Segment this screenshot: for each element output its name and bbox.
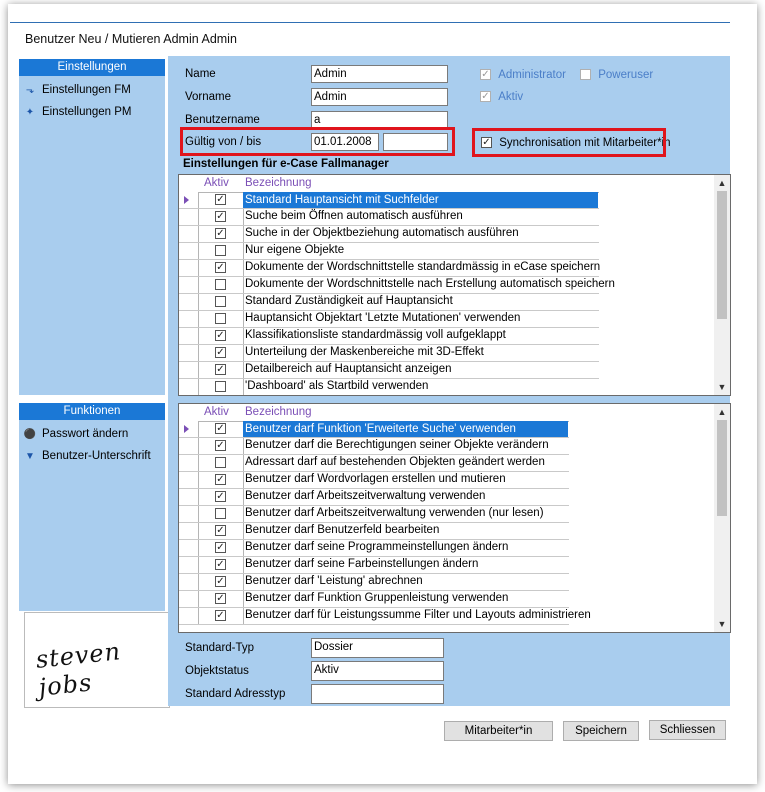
vertical-scrollbar[interactable] xyxy=(714,175,730,395)
checked-checkbox-icon[interactable]: ✓ xyxy=(216,576,225,587)
highlight-gueltig xyxy=(180,127,455,156)
current-row-arrow-icon xyxy=(184,425,189,433)
aktiv-cell xyxy=(198,192,244,208)
sync-label: Synchronisation mit Mitarbeiter*in xyxy=(499,137,671,149)
row-indicator[interactable] xyxy=(179,489,199,505)
settings-fm-icon: ⬎ xyxy=(25,85,35,96)
table-row[interactable] xyxy=(179,455,569,472)
objektstatus-input[interactable]: Aktiv xyxy=(311,661,444,681)
bezeichnung-cell: Hauptansicht Objektart 'Letzte Mutationen' verwenden xyxy=(245,312,521,324)
signature-image: steven jobs xyxy=(34,637,123,702)
scrollbar-thumb[interactable] xyxy=(717,191,727,319)
bezeichnung-cell: Dokumente der Wordschnittstelle nach Erstellung automatisch speichern xyxy=(245,278,615,290)
table-row[interactable] xyxy=(179,277,615,294)
title-separator xyxy=(10,22,730,23)
gueltig-von-input[interactable]: 01.01.2008 xyxy=(311,133,379,151)
bezeichnung-cell: Standard Zuständigkeit auf Hauptansicht xyxy=(245,295,453,307)
fm-settings-grid[interactable] xyxy=(178,174,731,396)
sidebar-functions-panel xyxy=(19,403,165,611)
checked-checkbox-icon[interactable]: ✓ xyxy=(216,194,225,205)
table-row[interactable] xyxy=(179,523,569,540)
empty-checkbox-icon[interactable] xyxy=(215,508,226,519)
table-row[interactable] xyxy=(179,311,599,328)
checked-checkbox-icon[interactable]: ✓ xyxy=(216,525,225,536)
empty-checkbox-icon[interactable] xyxy=(215,313,226,324)
grid-header xyxy=(179,404,569,422)
table-row[interactable] xyxy=(179,574,569,591)
aktiv-cell xyxy=(198,226,244,242)
highlight-sync xyxy=(472,128,666,157)
checked-checkbox-icon[interactable]: ✓ xyxy=(216,364,225,375)
bezeichnung-cell: Nur eigene Objekte xyxy=(245,244,345,256)
close-button[interactable]: Schliessen xyxy=(649,720,726,740)
row-indicator[interactable] xyxy=(179,260,199,276)
row-indicator[interactable] xyxy=(179,574,199,590)
empty-checkbox-icon[interactable] xyxy=(215,296,226,307)
checked-checkbox-icon[interactable]: ✓ xyxy=(216,474,225,485)
bezeichnung-cell: Benutzer darf seine Programmeinstellungen ändern xyxy=(245,541,509,553)
row-indicator[interactable] xyxy=(179,294,199,310)
bezeichnung-cell: Benutzer darf Arbeitszeitverwaltung verwenden xyxy=(245,490,486,502)
fm-group-title: Einstellungen für e-Case Fallmanager xyxy=(183,158,389,170)
row-indicator[interactable] xyxy=(179,608,199,624)
bezeichnung-cell: Benutzer darf 'Leistung' abrechnen xyxy=(245,575,423,587)
bezeichnung-cell: Suche in der Objektbeziehung automatisch ausführen xyxy=(245,227,519,239)
sidebar-functions-header[interactable]: Funktionen xyxy=(19,403,165,420)
window-title: Benutzer Neu / Mutieren Admin Admin xyxy=(25,32,237,46)
row-indicator[interactable] xyxy=(179,438,199,454)
sidebar-item-label: Benutzer-Unterschrift xyxy=(42,450,151,462)
scroll-down-icon[interactable]: ▼ xyxy=(717,619,727,629)
table-row[interactable] xyxy=(179,345,599,362)
adresstyp-label: Standard Adresstyp xyxy=(185,688,286,700)
table-row[interactable] xyxy=(179,506,569,523)
aktiv-cell xyxy=(198,489,244,505)
scrollbar-thumb[interactable] xyxy=(717,420,727,516)
table-row[interactable] xyxy=(179,472,569,489)
aktiv-cell xyxy=(198,421,244,437)
aktiv-cell xyxy=(198,608,244,624)
aktiv-cell xyxy=(198,277,244,293)
table-row[interactable] xyxy=(179,379,599,396)
aktiv-checkbox[interactable] xyxy=(480,91,523,103)
poweruser-checkbox[interactable] xyxy=(580,69,653,81)
standard-typ-input[interactable]: Dossier xyxy=(311,638,444,658)
bezeichnung-cell: Benutzer darf für Leistungssumme Filter und Layouts administrieren xyxy=(245,609,591,621)
checked-checkbox-icon[interactable]: ✓ xyxy=(216,330,225,341)
row-indicator[interactable] xyxy=(179,328,199,344)
table-row[interactable] xyxy=(179,192,599,209)
sidebar-item-settings-fm[interactable] xyxy=(23,81,131,99)
row-indicator[interactable] xyxy=(179,192,199,208)
table-row[interactable] xyxy=(179,489,569,506)
row-indicator[interactable] xyxy=(179,379,199,395)
signature-icon: ▼ xyxy=(25,451,35,462)
aktiv-label: Aktiv xyxy=(498,91,524,103)
vertical-scrollbar[interactable] xyxy=(714,404,730,632)
benutzername-input[interactable]: a xyxy=(311,111,448,129)
row-indicator[interactable] xyxy=(179,226,199,242)
gueltig-label: Gültig von / bis xyxy=(185,136,262,148)
settings-pm-icon: ✦ xyxy=(25,107,35,118)
table-row[interactable] xyxy=(179,243,599,260)
col-bezeichnung-header[interactable]: Bezeichnung xyxy=(245,406,312,418)
bezeichnung-cell: Benutzer darf Arbeitszeitverwaltung verwenden (nur lesen) xyxy=(245,507,544,519)
poweruser-label: Poweruser xyxy=(598,69,654,81)
table-row[interactable] xyxy=(179,260,599,277)
bezeichnung-cell: Klassifikationsliste standardmässig voll aufgeklappt xyxy=(245,329,506,341)
mitarbeiter-button[interactable]: Mitarbeiter*in xyxy=(444,721,553,741)
aktiv-cell xyxy=(198,362,244,378)
bezeichnung-cell: Benutzer darf die Berechtigungen seiner Objekte verändern xyxy=(245,439,549,451)
aktiv-cell xyxy=(198,591,244,607)
table-row[interactable] xyxy=(179,362,599,379)
aktiv-cell xyxy=(198,455,244,471)
col-bezeichnung-header[interactable]: Bezeichnung xyxy=(245,177,312,189)
empty-checkbox-icon[interactable] xyxy=(215,457,226,468)
administrator-checkbox[interactable] xyxy=(480,69,566,81)
checked-checkbox-icon[interactable]: ✓ xyxy=(216,262,225,273)
aktiv-cell xyxy=(198,472,244,488)
checkmark-icon: ✓ xyxy=(482,137,491,149)
bezeichnung-cell: Detailbereich auf Hauptansicht anzeigen xyxy=(245,363,452,375)
checked-checkbox-icon[interactable]: ✓ xyxy=(216,423,225,434)
objektstatus-label: Objektstatus xyxy=(185,665,249,677)
vorname-input[interactable]: Admin xyxy=(311,88,448,106)
sidebar-item-label: Einstellungen FM xyxy=(42,84,131,96)
aktiv-cell xyxy=(198,523,244,539)
row-indicator[interactable] xyxy=(179,277,199,293)
aktiv-cell xyxy=(198,379,244,395)
table-row[interactable] xyxy=(179,294,599,311)
bezeichnung-cell: Benutzer darf seine Farbeinstellungen ändern xyxy=(245,558,479,570)
sidebar-item-signature[interactable] xyxy=(23,447,151,465)
table-row[interactable] xyxy=(179,438,569,455)
table-row[interactable] xyxy=(179,226,599,243)
checked-checkbox-icon[interactable]: ✓ xyxy=(216,491,225,502)
aktiv-cell xyxy=(198,438,244,454)
table-row[interactable] xyxy=(179,608,591,625)
name-input[interactable]: Admin xyxy=(311,65,448,83)
aktiv-cell xyxy=(198,294,244,310)
aktiv-cell xyxy=(198,540,244,556)
aktiv-cell xyxy=(198,243,244,259)
row-indicator[interactable] xyxy=(179,472,199,488)
user-password-icon: ⚫ xyxy=(23,429,37,440)
col-aktiv-header[interactable]: Aktiv xyxy=(204,406,229,418)
bezeichnung-cell: Adressart darf auf bestehenden Objekten geändert werden xyxy=(245,456,545,468)
function-grid[interactable] xyxy=(178,403,731,633)
checked-checkbox-icon[interactable]: ✓ xyxy=(216,593,225,604)
table-row[interactable] xyxy=(179,421,569,438)
scroll-down-icon[interactable]: ▼ xyxy=(717,382,727,392)
bezeichnung-cell: 'Dashboard' als Startbild verwenden xyxy=(245,380,429,392)
sidebar-item-password[interactable] xyxy=(23,425,128,443)
row-indicator[interactable] xyxy=(179,557,199,573)
aktiv-cell xyxy=(198,557,244,573)
aktiv-cell xyxy=(198,574,244,590)
sidebar-item-label: Passwort ändern xyxy=(42,428,129,440)
current-row-arrow-icon xyxy=(184,196,189,204)
row-indicator[interactable] xyxy=(179,591,199,607)
checked-checkbox-icon[interactable]: ✓ xyxy=(216,347,225,358)
bezeichnung-cell: Benutzer darf Funktion Gruppenleistung verwenden xyxy=(245,592,509,604)
vorname-label: Vorname xyxy=(185,91,232,103)
bezeichnung-cell: Benutzer darf Funktion 'Erweiterte Suche' verwenden xyxy=(243,421,568,437)
sidebar-item-label: Einstellungen PM xyxy=(42,106,132,118)
checked-checkbox-icon[interactable]: ✓ xyxy=(216,542,225,553)
empty-checkbox-icon[interactable] xyxy=(215,279,226,290)
aktiv-cell xyxy=(198,260,244,276)
aktiv-cell xyxy=(198,328,244,344)
bezeichnung-cell: Standard Hauptansicht mit Suchfelder xyxy=(243,192,598,208)
row-indicator[interactable] xyxy=(179,243,199,259)
row-indicator[interactable] xyxy=(179,209,199,225)
bezeichnung-cell: Dokumente der Wordschnittstelle standardmässig in eCase speichern xyxy=(245,261,601,273)
empty-checkbox-icon[interactable] xyxy=(215,381,226,392)
sidebar-settings-header[interactable]: Einstellungen xyxy=(19,59,165,76)
aktiv-cell xyxy=(198,311,244,327)
checkmark-icon: ✓ xyxy=(481,69,490,81)
empty-checkbox-icon[interactable] xyxy=(215,245,226,256)
row-indicator[interactable] xyxy=(179,540,199,556)
scroll-up-icon[interactable]: ▲ xyxy=(717,407,727,417)
sidebar-settings-panel xyxy=(19,59,165,395)
checked-checkbox-icon[interactable]: ✓ xyxy=(216,559,225,570)
adresstyp-input[interactable] xyxy=(311,684,444,704)
table-row[interactable] xyxy=(179,328,599,345)
row-indicator[interactable] xyxy=(179,506,199,522)
bezeichnung-cell: Suche beim Öffnen automatisch ausführen xyxy=(245,210,463,222)
checkmark-icon: ✓ xyxy=(481,91,490,103)
checked-checkbox-icon[interactable]: ✓ xyxy=(216,610,225,621)
checked-checkbox-icon[interactable]: ✓ xyxy=(216,211,225,222)
bezeichnung-cell: Benutzer darf Benutzerfeld bearbeiten xyxy=(245,524,440,536)
administrator-label: Administrator xyxy=(498,69,566,81)
col-aktiv-header[interactable]: Aktiv xyxy=(204,177,229,189)
grid-header xyxy=(179,175,599,193)
checked-checkbox-icon[interactable]: ✓ xyxy=(216,440,225,451)
table-row[interactable] xyxy=(179,209,599,226)
save-button[interactable]: Speichern xyxy=(563,721,639,741)
scroll-up-icon[interactable]: ▲ xyxy=(717,178,727,188)
table-row[interactable] xyxy=(179,557,569,574)
row-indicator[interactable] xyxy=(179,311,199,327)
standard-typ-label: Standard-Typ xyxy=(185,642,255,654)
name-label: Name xyxy=(185,68,216,80)
aktiv-cell xyxy=(198,345,244,361)
empty-checkbox-icon xyxy=(580,69,591,80)
row-indicator[interactable] xyxy=(179,362,199,378)
sidebar-item-settings-pm[interactable] xyxy=(23,103,132,121)
row-indicator[interactable] xyxy=(179,455,199,471)
bezeichnung-cell: Benutzer darf Wordvorlagen erstellen und mutieren xyxy=(245,473,506,485)
aktiv-cell xyxy=(198,209,244,225)
row-indicator[interactable] xyxy=(179,421,199,437)
aktiv-cell xyxy=(198,506,244,522)
table-row[interactable] xyxy=(179,540,569,557)
bezeichnung-cell: Unterteilung der Maskenbereiche mit 3D-Effekt xyxy=(245,346,484,358)
table-row[interactable] xyxy=(179,591,569,608)
signature-box xyxy=(24,612,170,708)
benutzername-label: Benutzername xyxy=(185,114,260,126)
row-indicator[interactable] xyxy=(179,345,199,361)
row-indicator[interactable] xyxy=(179,523,199,539)
checked-checkbox-icon[interactable]: ✓ xyxy=(216,228,225,239)
